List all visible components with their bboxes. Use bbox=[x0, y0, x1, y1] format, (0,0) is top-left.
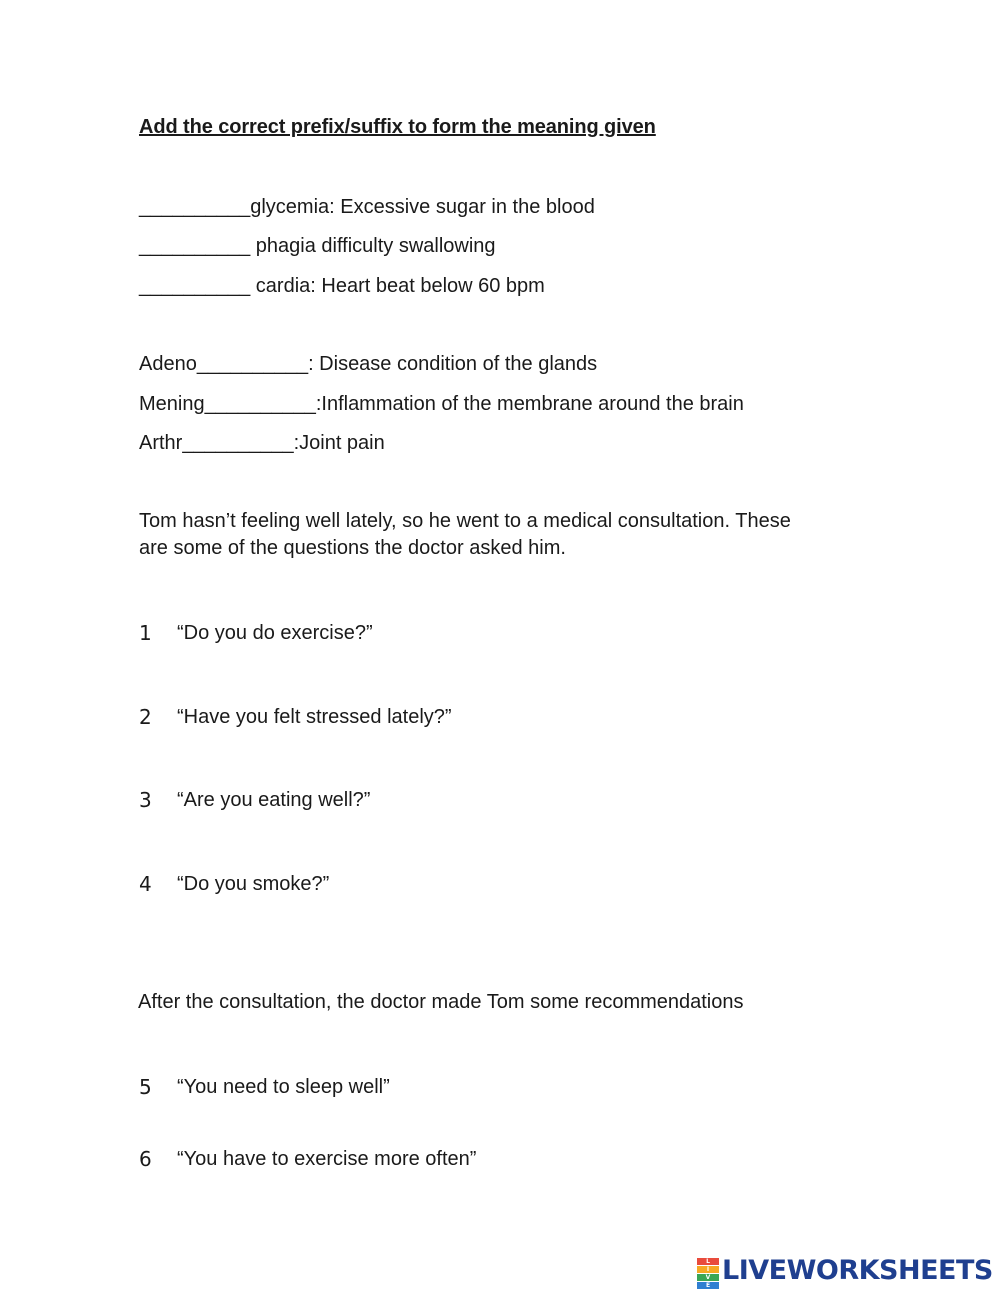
logo-block-l: L bbox=[697, 1258, 719, 1265]
suffix-item: Adeno__________: Disease condition of the glands bbox=[139, 353, 598, 375]
logo-block-v: V bbox=[697, 1274, 719, 1281]
question-text: “Do you smoke?” bbox=[177, 873, 330, 895]
after-consultation-text: After the consultation, the doctor made Tom some recommendations bbox=[138, 991, 744, 1013]
suffix-item: Arthr__________:Joint pain bbox=[139, 432, 385, 454]
page-title: Add the correct prefix/suffix to form the meaning given bbox=[139, 116, 656, 138]
liveworksheets-logo bbox=[697, 1254, 993, 1289]
question-number: 1 bbox=[139, 621, 152, 645]
liveworksheets-logo-icon bbox=[697, 1257, 719, 1289]
recommendation-number: 5 bbox=[139, 1075, 152, 1099]
question-number: 2 bbox=[139, 705, 152, 729]
recommendation-number: 6 bbox=[139, 1147, 152, 1171]
logo-text: LIVEWORKSHEETS bbox=[722, 1254, 993, 1286]
question-text: “Are you eating well?” bbox=[177, 789, 371, 811]
prefix-item: __________ cardia: Heart beat below 60 bpm bbox=[139, 275, 545, 297]
logo-block-i: I bbox=[697, 1266, 719, 1273]
logo-block-e: E bbox=[697, 1282, 719, 1289]
question-text: “Do you do exercise?” bbox=[177, 622, 373, 644]
question-text: “Have you felt stressed lately?” bbox=[177, 706, 452, 728]
prefix-item: __________glycemia: Excessive sugar in the blood bbox=[139, 196, 595, 218]
question-number: 3 bbox=[139, 788, 152, 812]
intro-line-1: Tom hasn’t feeling well lately, so he went to a medical consultation. These bbox=[139, 510, 791, 532]
prefix-item: __________ phagia difficulty swallowing bbox=[139, 235, 496, 257]
question-number: 4 bbox=[139, 872, 152, 896]
recommendation-text: “You have to exercise more often” bbox=[177, 1148, 477, 1170]
recommendation-text: “You need to sleep well” bbox=[177, 1076, 390, 1098]
suffix-item: Mening__________:Inflammation of the membrane around the brain bbox=[139, 393, 744, 415]
intro-line-2: are some of the questions the doctor asked him. bbox=[139, 537, 566, 559]
